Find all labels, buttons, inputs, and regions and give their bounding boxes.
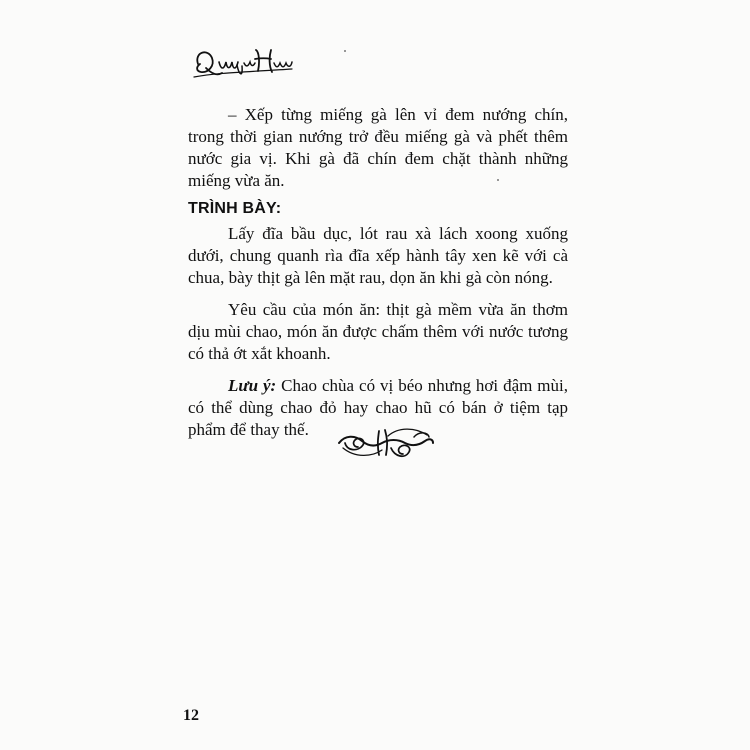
page-number: 12	[183, 707, 199, 724]
signature-logo	[188, 42, 298, 84]
spacer	[188, 289, 568, 299]
spacer	[188, 365, 568, 375]
paper-speck	[497, 179, 499, 181]
paragraph-requirements: Yêu cầu của món ăn: thịt gà mềm vừa ăn thơm dịu mùi chao, món ăn được chấm thêm với nước tương có thả ớt xắt khoanh.	[188, 300, 568, 363]
note-label: Lưu ý:	[228, 376, 277, 395]
paragraph-grilling: – Xếp từng miếng gà lên vỉ đem nướng chín, trong thời gian nướng trở đều miếng gà và phết thêm nước gia vị. Khi gà đã chín đem chặt thành những miếng vừa ăn.	[188, 105, 568, 190]
paper-speck	[344, 50, 346, 52]
section-title: TRÌNH BÀY:	[188, 200, 282, 217]
flourish-ornament-icon	[335, 421, 435, 465]
paragraph-presentation: Lấy đĩa bầu dục, lót rau xà lách xoong xuống dưới, chung quanh rìa đĩa xếp hành tây xen kẽ với cà chua, bày thịt gà lên mặt rau, dọn ăn khi gà còn nóng.	[188, 224, 568, 287]
page-content	[188, 104, 568, 441]
header-signature	[188, 42, 298, 84]
spacer	[188, 192, 568, 196]
note-text: Chao chùa có vị béo nhưng hơi đậm mùi, có thể dùng chao đỏ hay chao hũ có bán ở tiệm tạp phẩm để thay thế.	[188, 376, 569, 439]
